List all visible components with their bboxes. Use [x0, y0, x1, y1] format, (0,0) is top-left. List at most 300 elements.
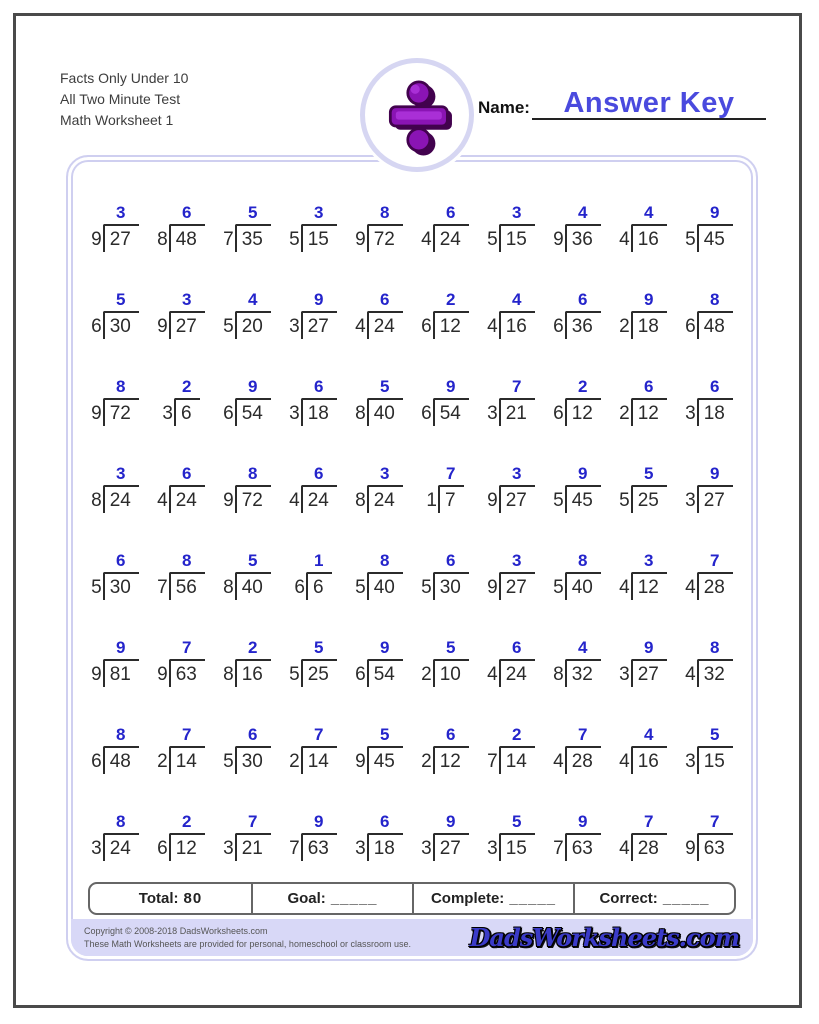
dividend: 21	[235, 833, 271, 861]
dividend: 16	[499, 311, 535, 339]
dividend: 6	[306, 572, 332, 600]
dividend: 24	[499, 659, 535, 687]
division-problem	[91, 638, 139, 687]
worksheet-title-line: Math Worksheet 1	[60, 112, 174, 128]
quotient-answer: 2	[446, 290, 456, 309]
dividend: 45	[367, 746, 403, 774]
dividend: 28	[697, 572, 733, 600]
division-problem	[553, 464, 601, 513]
dividend: 7	[438, 485, 464, 513]
dividend: 48	[103, 746, 139, 774]
division-problem	[553, 725, 601, 774]
dividend: 28	[565, 746, 601, 774]
quotient-answer: 6	[182, 203, 192, 222]
dividend: 40	[235, 572, 271, 600]
dividend: 30	[103, 572, 139, 600]
division-problem	[355, 812, 403, 861]
dividend: 14	[169, 746, 205, 774]
divisor: 8	[91, 489, 102, 511]
dividend: 12	[433, 746, 469, 774]
division-problem	[223, 203, 271, 252]
dividend: 27	[433, 833, 469, 861]
divisor: 5	[289, 228, 300, 250]
quotient-answer: 6	[314, 377, 324, 396]
stat-label: Correct:	[599, 890, 658, 907]
quotient-answer: 8	[380, 551, 390, 570]
quotient-answer: 3	[116, 203, 126, 222]
quotient-answer: 7	[446, 464, 456, 483]
worksheet-title-line: Facts Only Under 10	[60, 70, 189, 86]
dividend: 15	[697, 746, 733, 774]
division-problem	[619, 203, 667, 252]
divisor: 9	[91, 402, 102, 424]
division-problem	[421, 638, 469, 687]
problem-row	[82, 638, 742, 725]
dividend: 24	[169, 485, 205, 513]
copyright-line: Copyright © 2008-2018 DadsWorksheets.com	[84, 925, 268, 936]
dividend: 27	[499, 572, 535, 600]
quotient-answer: 8	[182, 551, 192, 570]
divisor: 4	[619, 228, 630, 250]
quotient-answer: 2	[512, 725, 522, 744]
divisor: 3	[685, 489, 696, 511]
dividend: 14	[301, 746, 337, 774]
divisor: 3	[355, 837, 366, 859]
division-problem	[289, 638, 337, 687]
divisor: 9	[223, 489, 234, 511]
dividend: 40	[367, 572, 403, 600]
division-problem	[157, 290, 205, 339]
division-problem	[223, 812, 271, 861]
divisor: 4	[487, 315, 498, 337]
quotient-answer: 8	[578, 551, 588, 570]
divisor: 6	[294, 576, 305, 598]
dividend: 30	[235, 746, 271, 774]
divisor: 7	[553, 837, 564, 859]
dividend: 27	[631, 659, 667, 687]
quotient-answer: 3	[512, 551, 522, 570]
dividend: 15	[499, 833, 535, 861]
divisor: 5	[553, 576, 564, 598]
divisor: 6	[355, 663, 366, 685]
division-problem	[553, 377, 601, 426]
dividend: 24	[367, 485, 403, 513]
dividend: 63	[565, 833, 601, 861]
divisor: 9	[487, 489, 498, 511]
dividend: 20	[235, 311, 271, 339]
division-problem	[553, 638, 601, 687]
division-problem	[91, 812, 139, 861]
dividend: 54	[235, 398, 271, 426]
quotient-answer: 8	[116, 725, 126, 744]
problem-row	[82, 377, 742, 464]
dividend: 63	[697, 833, 733, 861]
division-problem	[685, 638, 733, 687]
dividend: 16	[631, 746, 667, 774]
divisor: 3	[619, 663, 630, 685]
copyright-line: These Math Worksheets are provided for personal, homeschool or classroom use.	[84, 938, 411, 949]
divisor: 2	[289, 750, 300, 772]
stat-value: _____	[662, 890, 710, 907]
quotient-answer: 9	[578, 464, 588, 483]
worksheet-page	[13, 13, 802, 1008]
division-problem	[289, 725, 337, 774]
division-problem	[294, 551, 331, 600]
divisor: 4	[421, 228, 432, 250]
quotient-answer: 5	[446, 638, 456, 657]
division-problem	[289, 464, 337, 513]
dividend: 25	[631, 485, 667, 513]
divisor: 3	[162, 402, 173, 424]
division-problem	[421, 551, 469, 600]
division-problem	[91, 203, 139, 252]
stat-cell	[90, 884, 251, 913]
divisor: 7	[157, 576, 168, 598]
dividend: 54	[433, 398, 469, 426]
quotient-answer: 5	[710, 725, 720, 744]
divisor: 9	[91, 228, 102, 250]
quotient-answer: 7	[182, 725, 192, 744]
quotient-answer: 7	[578, 725, 588, 744]
division-problem	[421, 203, 469, 252]
division-problem	[289, 812, 337, 861]
quotient-answer: 6	[446, 203, 456, 222]
quotient-answer: 6	[512, 638, 522, 657]
dividend: 16	[631, 224, 667, 252]
problem-row	[82, 551, 742, 638]
quotient-answer: 5	[380, 725, 390, 744]
dividend: 28	[631, 833, 667, 861]
quotient-answer: 8	[710, 638, 720, 657]
quotient-answer: 9	[644, 638, 654, 657]
divisor: 4	[619, 750, 630, 772]
quotient-answer: 9	[314, 812, 324, 831]
worksheet-title-block	[60, 68, 188, 131]
division-problem	[685, 551, 733, 600]
division-problem	[157, 551, 205, 600]
problem-row	[82, 725, 742, 812]
division-problem	[553, 551, 601, 600]
divisor: 4	[157, 489, 168, 511]
quotient-answer: 5	[116, 290, 126, 309]
division-logo-badge	[360, 58, 474, 172]
stat-cell	[573, 884, 734, 913]
dividend: 27	[499, 485, 535, 513]
problem-row	[82, 464, 742, 551]
divisor: 9	[355, 228, 366, 250]
quotient-answer: 1	[314, 551, 324, 570]
divisor: 6	[91, 315, 102, 337]
quotient-answer: 9	[446, 377, 456, 396]
dividend: 72	[103, 398, 139, 426]
quotient-answer: 5	[644, 464, 654, 483]
division-problem	[91, 725, 139, 774]
quotient-answer: 6	[314, 464, 324, 483]
quotient-answer: 9	[248, 377, 258, 396]
dividend: 25	[301, 659, 337, 687]
division-problem	[223, 377, 271, 426]
dividend: 24	[103, 833, 139, 861]
divisor: 9	[91, 663, 102, 685]
quotient-answer: 8	[116, 812, 126, 831]
dividend: 24	[103, 485, 139, 513]
dividend: 12	[169, 833, 205, 861]
quotient-answer: 7	[248, 812, 258, 831]
quotient-answer: 4	[644, 725, 654, 744]
quotient-answer: 6	[116, 551, 126, 570]
dividend: 27	[697, 485, 733, 513]
dividend: 72	[367, 224, 403, 252]
division-problem	[355, 203, 403, 252]
division-problem	[289, 290, 337, 339]
dividend: 21	[499, 398, 535, 426]
quotient-answer: 5	[512, 812, 522, 831]
quotient-answer: 8	[380, 203, 390, 222]
division-problem	[421, 377, 469, 426]
quotient-answer: 3	[644, 551, 654, 570]
division-problem	[157, 638, 205, 687]
quotient-answer: 8	[710, 290, 720, 309]
divisor: 7	[289, 837, 300, 859]
quotient-answer: 6	[578, 290, 588, 309]
dividend: 24	[367, 311, 403, 339]
quotient-answer: 6	[248, 725, 258, 744]
divisor: 8	[355, 402, 366, 424]
divisor: 3	[421, 837, 432, 859]
divisor: 5	[223, 315, 234, 337]
dividend: 45	[697, 224, 733, 252]
dividend: 32	[697, 659, 733, 687]
divisor: 9	[355, 750, 366, 772]
division-problem	[619, 464, 667, 513]
stat-value: _____	[330, 890, 378, 907]
division-problem	[619, 725, 667, 774]
division-problem	[421, 725, 469, 774]
quotient-answer: 2	[182, 377, 192, 396]
division-problem	[685, 290, 733, 339]
divisor: 8	[553, 663, 564, 685]
name-label: Name:	[478, 98, 530, 117]
dividend: 81	[103, 659, 139, 687]
quotient-answer: 6	[710, 377, 720, 396]
dividend: 36	[565, 311, 601, 339]
stat-value: _____	[509, 890, 557, 907]
division-problem	[619, 812, 667, 861]
division-problem	[355, 464, 403, 513]
divisor: 8	[223, 663, 234, 685]
division-problem	[223, 725, 271, 774]
dividend: 32	[565, 659, 601, 687]
dividend: 10	[433, 659, 469, 687]
quotient-answer: 4	[644, 203, 654, 222]
dividend: 63	[301, 833, 337, 861]
division-problem	[223, 290, 271, 339]
divisor: 5	[487, 228, 498, 250]
dividend: 18	[367, 833, 403, 861]
divisor: 6	[91, 750, 102, 772]
division-problem	[487, 203, 535, 252]
quotient-answer: 4	[578, 203, 588, 222]
dividend: 27	[301, 311, 337, 339]
division-problem	[553, 290, 601, 339]
quotient-answer: 9	[710, 464, 720, 483]
division-problem	[91, 551, 139, 600]
division-problem	[421, 290, 469, 339]
division-problem	[355, 725, 403, 774]
divisor: 4	[619, 576, 630, 598]
quotient-answer: 3	[512, 203, 522, 222]
worksheet-title-line: All Two Minute Test	[60, 91, 181, 107]
divisor: 4	[487, 663, 498, 685]
divisor: 8	[157, 228, 168, 250]
quotient-answer: 9	[446, 812, 456, 831]
worksheet-body-frame	[66, 155, 758, 961]
divisor: 4	[685, 663, 696, 685]
divisor: 3	[289, 402, 300, 424]
quotient-answer: 5	[248, 551, 258, 570]
quotient-answer: 4	[248, 290, 258, 309]
division-problem	[91, 290, 139, 339]
dividend: 15	[499, 224, 535, 252]
problem-row	[82, 203, 742, 290]
dividend: 72	[235, 485, 271, 513]
dividend: 48	[169, 224, 205, 252]
stats-box	[88, 882, 736, 915]
quotient-answer: 6	[644, 377, 654, 396]
dividend: 24	[433, 224, 469, 252]
division-icon	[371, 69, 463, 161]
dividend: 16	[235, 659, 271, 687]
quotient-answer: 6	[380, 812, 390, 831]
divisor: 4	[289, 489, 300, 511]
division-problem	[487, 464, 535, 513]
copyright-block	[84, 925, 470, 951]
stat-label: Total:	[138, 890, 179, 907]
dividend: 56	[169, 572, 205, 600]
dividend: 63	[169, 659, 205, 687]
quotient-answer: 3	[182, 290, 192, 309]
division-problem	[355, 638, 403, 687]
divisor: 4	[553, 750, 564, 772]
name-row	[478, 88, 766, 120]
quotient-answer: 2	[182, 812, 192, 831]
division-problem	[157, 203, 205, 252]
quotient-answer: 6	[446, 551, 456, 570]
divisor: 3	[223, 837, 234, 859]
divisor: 6	[421, 402, 432, 424]
quotient-answer: 4	[578, 638, 588, 657]
division-problem	[223, 464, 271, 513]
divisor: 5	[91, 576, 102, 598]
divisor: 3	[487, 402, 498, 424]
stat-cell	[412, 884, 573, 913]
stat-label: Goal:	[287, 890, 326, 907]
dividend: 40	[565, 572, 601, 600]
divisor: 6	[157, 837, 168, 859]
divisor: 4	[355, 315, 366, 337]
divisor: 5	[553, 489, 564, 511]
stat-label: Complete:	[430, 890, 505, 907]
quotient-answer: 3	[380, 464, 390, 483]
dividend: 24	[301, 485, 337, 513]
quotient-answer: 6	[380, 290, 390, 309]
divisor: 9	[685, 837, 696, 859]
dividend: 14	[499, 746, 535, 774]
quotient-answer: 2	[578, 377, 588, 396]
quotient-answer: 3	[314, 203, 324, 222]
division-problem	[355, 551, 403, 600]
divisor: 2	[619, 402, 630, 424]
division-problem	[553, 203, 601, 252]
division-problem	[487, 725, 535, 774]
dividend: 54	[367, 659, 403, 687]
divisor: 9	[157, 663, 168, 685]
division-problem	[619, 377, 667, 426]
dividend: 45	[565, 485, 601, 513]
quotient-answer: 8	[116, 377, 126, 396]
divisor: 5	[289, 663, 300, 685]
dividend: 12	[631, 398, 667, 426]
division-problem	[289, 377, 337, 426]
division-problem	[487, 290, 535, 339]
division-problem	[223, 551, 271, 600]
quotient-answer: 3	[512, 464, 522, 483]
dividend: 18	[301, 398, 337, 426]
division-problem	[619, 638, 667, 687]
division-problem	[91, 464, 139, 513]
dividend: 35	[235, 224, 271, 252]
division-problem	[355, 290, 403, 339]
division-problem	[91, 377, 139, 426]
quotient-answer: 6	[182, 464, 192, 483]
dividend: 15	[301, 224, 337, 252]
dividend: 12	[433, 311, 469, 339]
dividend: 18	[631, 311, 667, 339]
divisor: 3	[487, 837, 498, 859]
division-problem	[487, 812, 535, 861]
divisor: 8	[223, 576, 234, 598]
division-problem	[355, 377, 403, 426]
divisor: 6	[223, 402, 234, 424]
divisor: 2	[421, 663, 432, 685]
quotient-answer: 7	[644, 812, 654, 831]
quotient-answer: 7	[182, 638, 192, 657]
quotient-answer: 9	[314, 290, 324, 309]
divisor: 9	[157, 315, 168, 337]
divisor: 3	[685, 402, 696, 424]
stat-value: 80	[183, 890, 203, 907]
quotient-answer: 7	[314, 725, 324, 744]
dividend: 12	[631, 572, 667, 600]
divisor: 9	[553, 228, 564, 250]
division-problem	[157, 464, 205, 513]
quotient-answer: 8	[248, 464, 258, 483]
quotient-answer: 7	[512, 377, 522, 396]
division-problem	[487, 638, 535, 687]
dividend: 6	[174, 398, 200, 426]
divisor: 5	[685, 228, 696, 250]
quotient-answer: 9	[578, 812, 588, 831]
division-problem	[487, 377, 535, 426]
division-problem	[685, 377, 733, 426]
quotient-answer: 9	[380, 638, 390, 657]
divisor: 4	[685, 576, 696, 598]
name-blank-line	[532, 88, 766, 120]
dividend: 27	[103, 224, 139, 252]
division-problem	[619, 551, 667, 600]
stat-cell	[251, 884, 412, 913]
division-problem	[685, 203, 733, 252]
